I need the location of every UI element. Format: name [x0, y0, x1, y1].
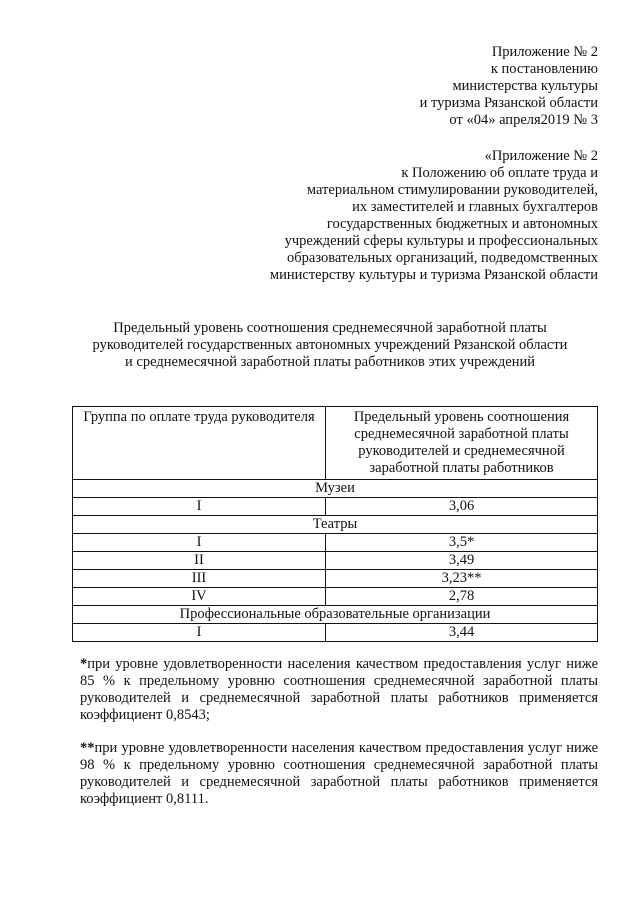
regulation-header-line: материальном стимулировании руководителей,: [306, 182, 598, 198]
appendix-header-line: министерства культуры: [452, 78, 598, 94]
document-title: [60, 320, 600, 371]
table-row: [73, 624, 598, 642]
appendix-header-line: и туризма Рязанской области: [419, 95, 598, 111]
group-cell: IV: [73, 588, 326, 606]
value-cell: 3,44: [326, 624, 598, 642]
appendix-header-line: к постановлению: [490, 61, 598, 77]
footnote: [80, 656, 598, 724]
section-name: Профессиональные образовательные организации: [73, 606, 598, 624]
table-header-row: [73, 407, 598, 480]
appendix-header: [420, 44, 598, 129]
column-header-group: Группа по оплате труда руководителя: [73, 407, 326, 480]
regulation-header-line: образовательных организаций, подведомственных: [287, 250, 598, 266]
regulation-header-line: министерству культуры и туризма Рязанской области: [269, 267, 598, 283]
table-row: [73, 570, 598, 588]
table-row: [73, 498, 598, 516]
value-cell: 3,23**: [326, 570, 598, 588]
value-cell: 2,78: [326, 588, 598, 606]
appendix-header-line: Приложение № 2: [491, 44, 598, 60]
title-line: Предельный уровень соотношения среднемесячной заработной платы: [113, 320, 547, 336]
footnote-text: при уровне удовлетворенности населения качеством предоставления услуг ниже 98 % к предельному уровню соотношения среднемесячной заработной платы руководителей и среднемесячной заработной платы работников применяется коэффициент 0,8111.: [80, 740, 598, 807]
column-header-ratio: Предельный уровень соотношения среднемесячной заработной платы руководителей и среднемесячной заработной платы работников: [326, 407, 598, 480]
title-line: руководителей государственных автономных учреждений Рязанской области: [92, 337, 568, 353]
group-cell: II: [73, 552, 326, 570]
footnote: [80, 740, 598, 808]
section-name: Театры: [73, 516, 598, 534]
table-row: [73, 552, 598, 570]
footnote-text: при уровне удовлетворенности населения качеством предоставления услуг ниже 85 % к предельному уровню соотношения среднемесячной заработной платы руководителей и среднемесячной заработной платы работников применяется коэффициент 0,8543;: [80, 656, 598, 723]
value-cell: 3,49: [326, 552, 598, 570]
group-cell: III: [73, 570, 326, 588]
regulation-header-line: «Приложение № 2: [484, 148, 598, 164]
regulation-header-line: государственных бюджетных и автономных: [326, 216, 598, 232]
value-cell: 3,06: [326, 498, 598, 516]
regulation-header-line: к Положению об оплате труда и: [401, 165, 598, 181]
table-row: [73, 588, 598, 606]
regulation-header: [270, 148, 598, 284]
appendix-header-line: от «04» апреля2019 № 3: [449, 112, 598, 128]
title-line: и среднемесячной заработной платы работников этих учреждений: [125, 354, 535, 370]
salary-ratio-table: [72, 406, 598, 642]
section-row: [73, 606, 598, 624]
regulation-header-line: их заместителей и главных бухгалтеров: [352, 199, 598, 215]
regulation-header-line: учреждений сферы культуры и профессиональных: [284, 233, 598, 249]
value-cell: 3,5*: [326, 534, 598, 552]
section-name: Музеи: [73, 480, 598, 498]
group-cell: I: [73, 624, 326, 642]
footnote-mark: *: [80, 656, 88, 672]
group-cell: I: [73, 534, 326, 552]
footnote-mark: **: [80, 740, 95, 756]
section-row: [73, 480, 598, 498]
table-row: [73, 534, 598, 552]
group-cell: I: [73, 498, 326, 516]
section-row: [73, 516, 598, 534]
